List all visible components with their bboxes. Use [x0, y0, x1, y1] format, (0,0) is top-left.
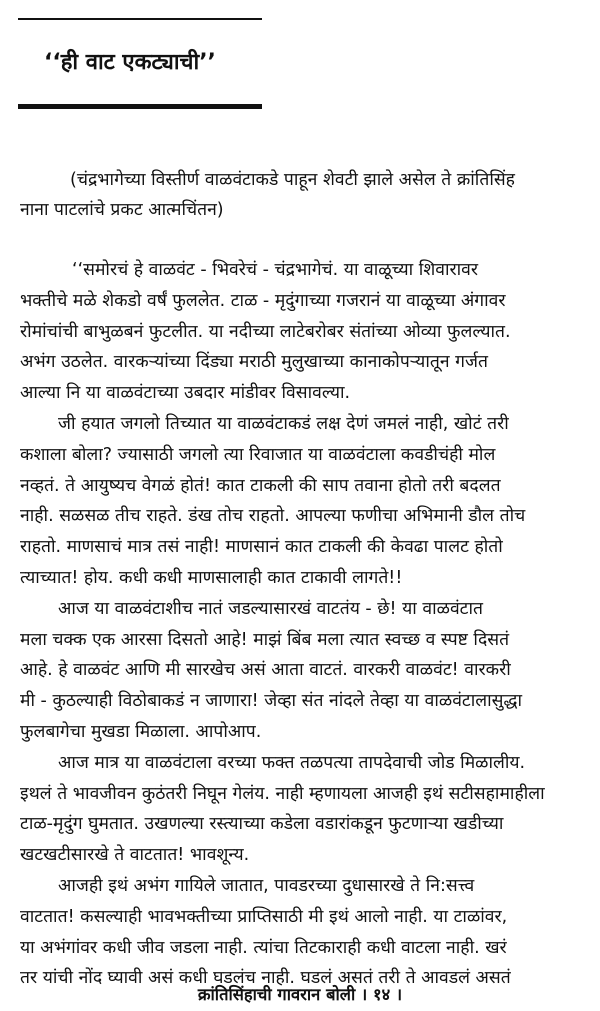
top-rule	[18, 18, 262, 20]
text-line: इथलं ते भावजीवन कुठंतरी निघून गेलंय. नाही म्हणायला आजही इथं सटीसहामाहीला	[20, 783, 545, 804]
text-line: आज या वाळवंटाशीच नातं जडल्यासारखं वाटतंय - छे! या वाळवंटात	[58, 598, 483, 619]
text-line: ‘‘समोरचं हे वाळवंट - भिवरेचं - चंद्रभागेचं. या वाळूच्या शिवारावर	[72, 260, 479, 280]
paragraph-3	[20, 594, 585, 748]
text-line: अभंग उठलेत. वारकऱ्यांच्या दिंड्या मराठी मुलुखाच्या कानाकोपऱ्यातून गर्जत	[20, 352, 488, 373]
text-line: राहतो. माणसाचं मात्र तसं नाही! माणसानं कात टाकली की केवढा पालट होतो	[20, 537, 503, 558]
text-line: नव्हतं. ते आयुष्यच वेगळं होतं! कात टाकली की साप तवाना होतो तरी बदलत	[20, 475, 501, 496]
text-line: जी हयात जगलो तिच्यात या वाळवंटाकडं लक्ष देणं जमलं नाही, खोटं तरी	[58, 413, 509, 434]
title-underline	[18, 104, 262, 109]
intro-note	[20, 165, 585, 225]
text-line: खटखटीसारखे ते वाटतात! भावशून्य.	[20, 845, 250, 866]
text-line: नाही. सळसळ तीच राहते. डंख तोच राहतो. आपल्या फणीचा अभिमानी डौल तोच	[20, 506, 526, 527]
paragraph-5	[20, 871, 585, 994]
text-line: रोमांचांची बाभुळबनं फुटलीत. या नदीच्या लाटेबरोबर संतांच्या ओव्या फुलल्यात.	[20, 321, 511, 342]
chapter-title: ‘‘ही वाट एकट्याची’’	[44, 50, 216, 75]
text-line: मी - कुठल्याही विठोबाकडं न जाणारा! जेव्हा संत नांदले तेव्हा या वाळवंटालासुद्धा	[20, 691, 523, 712]
text-line: टाळ-मृदुंग घुमतात. उखणल्या रस्त्याच्या कडेला वडारांकडून फुटणाऱ्या खडीच्या	[20, 814, 504, 835]
text-line: आजही इथं अभंग गायिले जातात, पावडरच्या दुधासारखे ते नि:सत्त्व	[58, 875, 475, 896]
text-line: फुलबागेचा मुखडा मिळाला. आपोआप.	[20, 721, 262, 742]
paragraph-4	[20, 748, 585, 871]
text-line: मला चक्क एक आरसा दिसतो आहे! माझं बिंब मला त्यात स्वच्छ व स्पष्ट दिसतं	[20, 629, 510, 650]
text-line: आल्या नि या वाळवंटाच्या उबदार मांडीवर विसावल्या.	[20, 383, 351, 404]
text-line: वाटतात! कसल्याही भावभक्तीच्या प्राप्तिसाठी मी इथं आलो नाही. या टाळांवर,	[20, 906, 508, 927]
text-line: या अभंगांवर कधी जीव जडला नाही. त्यांचा तिटकाराही कधी वाटला नाही. खरं	[20, 937, 507, 958]
text-line: आहे. हे वाळवंट आणि मी सारखेच असं आता वाटतं. वारकरी वाळवंट! वारकरी	[20, 660, 511, 681]
text-line: आज मात्र या वाळवंटाला वरच्या फक्त तळपत्या तापदेवाची जोड मिळालीय.	[58, 752, 526, 773]
page-footer: क्रांतिसिंहाची गावरान बोली । १४ ।	[197, 985, 403, 1004]
body-text	[20, 255, 585, 994]
intro-line-1: (चंद्रभागेच्या विस्तीर्ण वाळवंटाकडे पाहून शेवटी झाले असेल ते क्रांतिसिंह	[70, 170, 515, 190]
intro-line	[20, 165, 585, 225]
paragraph-2	[20, 409, 585, 594]
intro-line-2: नाना पाटलांचे प्रकट आत्मचिंतन)	[20, 200, 224, 220]
text-line: भक्तीचे मळे शेकडो वर्षं फुललेत. टाळ - मृदुंगाच्या गजरानं या वाळूच्या अंगावर	[20, 290, 506, 311]
text-line: कशाला बोला? ज्यासाठी जगलो त्या रिवाजात या वाळवंटाला कवडीचंही मोल	[20, 444, 496, 465]
paragraph-1	[20, 255, 585, 409]
text-line: त्याच्यात! होय. कधी कधी माणसालाही कात टाकावी लागते!!	[20, 567, 403, 588]
text-line: तर यांची नोंद घ्यावी असं कधी घडलंच नाही. घडलं असतं तरी ते आवडलं असतं	[20, 968, 511, 989]
